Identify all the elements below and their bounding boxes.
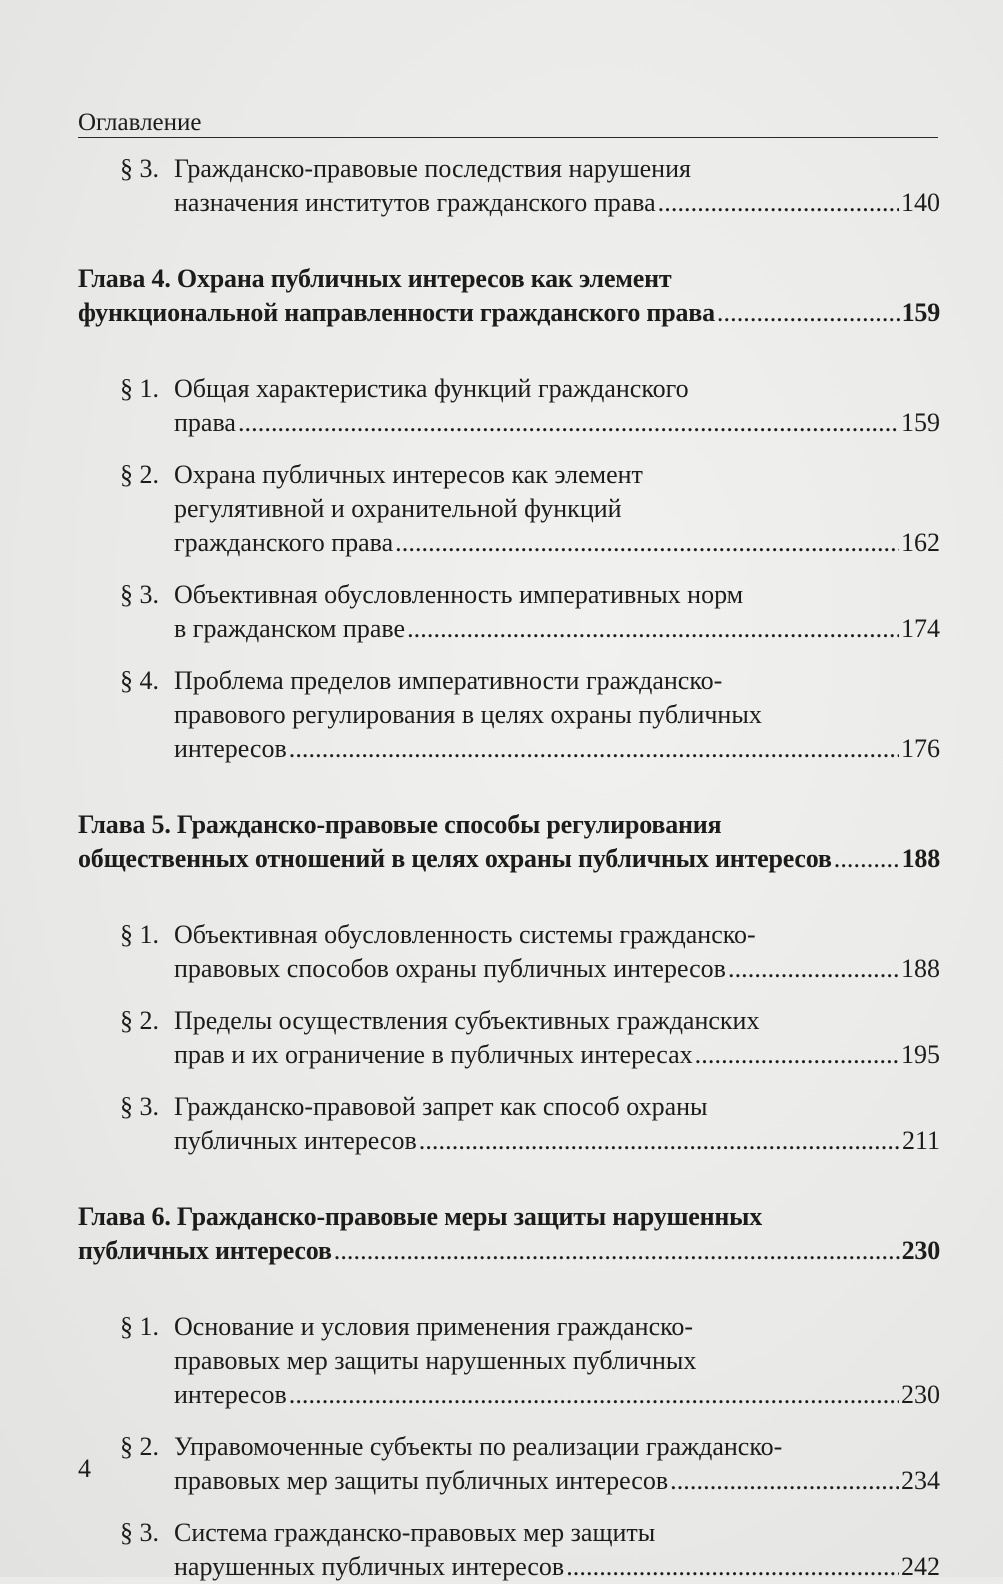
entry-page-number: 188: [901, 954, 940, 983]
dot-leader: [334, 1234, 900, 1268]
entry-gap: [78, 440, 940, 458]
entry-last-line: [174, 1124, 940, 1158]
entry-gap: [78, 1158, 940, 1200]
entry-last-line: [174, 526, 940, 560]
entry-title-line: Система гражданско-правовых мер защиты: [174, 1518, 656, 1547]
entry-last-line: [174, 1550, 940, 1584]
entry-title-line: интересов: [174, 1380, 287, 1409]
entry-last-line: [174, 952, 940, 986]
entry-title-line: Глава 4. Охрана публичных интересов как элемент: [78, 264, 672, 293]
dot-leader: [238, 406, 899, 440]
dot-leader: [717, 296, 900, 330]
entry-page-number: 230: [901, 1380, 940, 1409]
entry-page-number: 162: [901, 528, 940, 557]
entry-gap: [78, 1268, 940, 1310]
entry-title-line: прав и их ограничение в публичных интересах: [174, 1040, 693, 1069]
dot-leader: [395, 526, 899, 560]
section-number: § 3.: [120, 154, 159, 183]
entry-gap: [78, 766, 940, 808]
entry-last-line: [174, 1378, 940, 1412]
dot-leader: [289, 732, 899, 766]
section-number: § 2.: [120, 1006, 159, 1035]
entry-title-line: правовых мер защиты публичных интересов: [174, 1466, 669, 1495]
entry-gap: [78, 220, 940, 262]
entry-title-line: публичных интересов: [174, 1126, 417, 1155]
entry-page-number: 242: [901, 1552, 940, 1581]
entry-page-number: 234: [901, 1466, 940, 1495]
entry-gap: [78, 1072, 940, 1090]
section-number: § 3.: [120, 1518, 159, 1547]
running-head: Оглавление: [78, 109, 202, 136]
dot-leader: [566, 1550, 899, 1584]
section-number: § 3.: [120, 580, 159, 609]
section-number: § 4.: [120, 666, 159, 695]
toc-section[interactable]: [78, 1004, 940, 1072]
toc-section[interactable]: [78, 1090, 940, 1158]
entry-title-line: регулятивной и охранительной функций: [174, 494, 622, 523]
entry-title-line: общественных отношений в целях охраны публичных интересов: [78, 844, 832, 873]
entry-title-line: гражданского права: [174, 528, 394, 557]
entry-title-line: Глава 6. Гражданско-правовые меры защиты нарушенных: [78, 1202, 763, 1231]
section-number: § 1.: [120, 1312, 159, 1341]
entry-title-line: в гражданском праве: [174, 614, 406, 643]
entry-title-line: правового регулирования в целях охраны публичных: [174, 700, 762, 729]
entry-title-line: Управомоченные субъекты по реализации гражданско-: [174, 1432, 783, 1461]
section-number: § 3.: [120, 1092, 159, 1121]
entry-title-line: Основание и условия применения гражданско-: [174, 1312, 694, 1341]
entry-page-number: 140: [901, 188, 940, 217]
entry-last-line: [174, 406, 940, 440]
table-of-contents: [78, 152, 940, 1584]
entry-last-line: [174, 1038, 940, 1072]
toc-chapter[interactable]: [78, 262, 940, 330]
header-rule: [78, 137, 938, 138]
toc-chapter[interactable]: [78, 1200, 940, 1268]
dot-leader: [658, 186, 899, 220]
entry-page-number: 230: [901, 1236, 940, 1265]
entry-last-line: [174, 186, 940, 220]
dot-leader: [728, 952, 899, 986]
toc-section[interactable]: [78, 664, 940, 766]
toc-section[interactable]: [78, 458, 940, 560]
entry-last-line: [78, 842, 940, 876]
toc-section[interactable]: [78, 372, 940, 440]
entry-gap: [78, 330, 940, 372]
toc-section[interactable]: [78, 918, 940, 986]
dot-leader: [419, 1124, 900, 1158]
entry-gap: [78, 986, 940, 1004]
dot-leader: [407, 612, 899, 646]
dot-leader: [289, 1378, 899, 1412]
entry-page-number: 159: [901, 298, 940, 327]
entry-gap: [78, 560, 940, 578]
entry-gap: [78, 1498, 940, 1516]
entry-page-number: 159: [901, 408, 940, 437]
entry-gap: [78, 646, 940, 664]
entry-title-line: Охрана публичных интересов как элемент: [174, 460, 643, 489]
entry-title-line: Объективная обусловленность системы гражданско-: [174, 920, 756, 949]
toc-section[interactable]: [78, 1430, 940, 1498]
entry-gap: [78, 1412, 940, 1430]
entry-page-number: 195: [901, 1040, 940, 1069]
toc-section[interactable]: [78, 152, 940, 220]
entry-title-line: Общая характеристика функций гражданского: [174, 374, 689, 403]
entry-last-line: [174, 732, 940, 766]
toc-section[interactable]: [78, 1516, 940, 1584]
entry-title-line: Объективная обусловленность императивных норм: [174, 580, 744, 609]
page-number: 4: [78, 1454, 91, 1483]
entry-title-line: правовых мер защиты нарушенных публичных: [174, 1346, 697, 1375]
entry-page-number: 174: [901, 614, 940, 643]
dot-leader: [695, 1038, 899, 1072]
entry-title-line: Глава 5. Гражданско-правовые способы регулирования: [78, 810, 722, 839]
entry-title-line: Пределы осуществления субъективных гражданских: [174, 1006, 760, 1035]
toc-section[interactable]: [78, 578, 940, 646]
entry-gap: [78, 876, 940, 918]
entry-title-line: Гражданско-правовые последствия нарушения: [174, 154, 691, 183]
entry-title-line: Гражданско-правовой запрет как способ охраны: [174, 1092, 708, 1121]
section-number: § 2.: [120, 1432, 159, 1461]
entry-last-line: [174, 1464, 940, 1498]
entry-page-number: 176: [901, 734, 940, 763]
entry-title-line: функциональной направленности гражданского права: [78, 298, 715, 327]
entry-page-number: 211: [901, 1126, 940, 1155]
entry-title-line: Проблема пределов императивности гражданско-: [174, 666, 723, 695]
section-number: § 2.: [120, 460, 159, 489]
dot-leader: [670, 1464, 899, 1498]
entry-title-line: публичных интересов: [78, 1236, 332, 1265]
entry-title-line: нарушенных публичных интересов: [174, 1552, 565, 1581]
section-number: § 1.: [120, 374, 159, 403]
entry-last-line: [78, 1234, 940, 1268]
toc-section[interactable]: [78, 1310, 940, 1412]
entry-title-line: правовых способов охраны публичных интересов: [174, 954, 726, 983]
entry-title-line: права: [174, 408, 236, 437]
entry-title-line: интересов: [174, 734, 287, 763]
entry-page-number: 188: [901, 844, 940, 873]
entry-last-line: [78, 296, 940, 330]
entry-title-line: назначения институтов гражданского права: [174, 188, 656, 217]
toc-chapter[interactable]: [78, 808, 940, 876]
entry-last-line: [174, 612, 940, 646]
section-number: § 1.: [120, 920, 159, 949]
dot-leader: [834, 842, 900, 876]
